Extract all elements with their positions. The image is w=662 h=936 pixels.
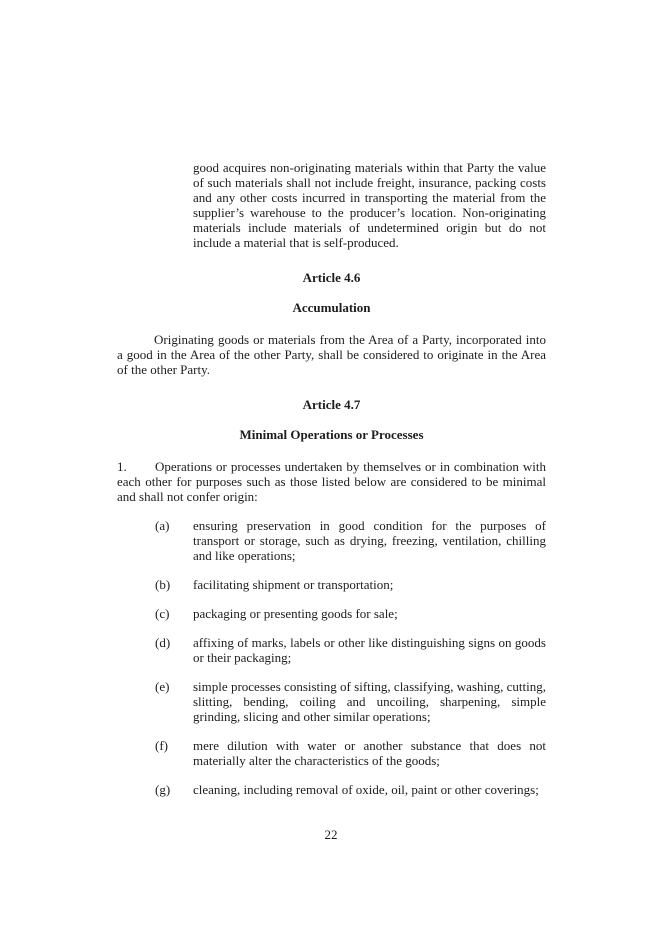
page-number: 22 [324, 827, 338, 842]
list-item-text: ensuring preservation in good condition for the purposes of transport or storage, such as drying, freezing, ventilation, chilling and like operations; [193, 518, 546, 563]
list-item [117, 635, 546, 665]
list-item-text: facilitating shipment or transportation; [193, 577, 394, 592]
list-item-label: (e) [155, 679, 170, 694]
article-4-7-heading: Article 4.7 [302, 397, 361, 412]
list-item [117, 606, 546, 621]
list-item-text: affixing of marks, labels or other like distinguishing signs on goods or their packaging; [193, 635, 546, 665]
list-item-text: mere dilution with water or another substance that does not materially alter the characteristics of the goods; [193, 738, 546, 768]
list-item-text: simple processes consisting of sifting, classifying, washing, cutting, slitting, bending, coiling and uncoiling, sharpening, simple grinding, slicing and other similar operations; [193, 679, 546, 724]
list-item-label: (d) [155, 635, 171, 650]
list-item-label: (g) [155, 782, 171, 797]
continuation-paragraph: good acquires non-originating materials within that Party the value of such materials shall not include freight, insurance, packing costs and any other costs incurred in transporting the material from the supplier’s warehouse to the producer’s location. Non-originating materials include materials of undetermined origin but do not include a material that is self-produced. [193, 160, 546, 250]
minimal-operations-list [117, 518, 546, 797]
article-4-6-paragraph-text: Originating goods or materials from the Area of a Party, incorporated into a good in the Area of the other Party, shall be considered to originate in the Area of the other Party. [117, 332, 546, 377]
list-item [117, 679, 546, 724]
clause-1-text: Operations or processes undertaken by themselves or in combination with each other for purposes such as those listed below are considered to be minimal and shall not confer origin: [117, 459, 546, 504]
list-item [117, 577, 546, 592]
clause-1 [117, 459, 546, 504]
article-4-6-title: Accumulation [292, 300, 371, 315]
document-content [117, 160, 546, 811]
list-item-text: packaging or presenting goods for sale; [193, 606, 398, 621]
list-item-label: (b) [155, 577, 171, 592]
list-item [117, 782, 546, 797]
article-4-7-title: Minimal Operations or Processes [239, 427, 424, 442]
article-4-6-heading: Article 4.6 [302, 270, 361, 285]
article-4-6-paragraph [117, 332, 546, 377]
list-item-text: cleaning, including removal of oxide, oil, paint or other coverings; [193, 782, 539, 797]
list-item-label: (f) [155, 738, 168, 753]
clause-1-number: 1. [117, 459, 127, 474]
list-item [117, 518, 546, 563]
list-item-label: (c) [155, 606, 170, 621]
list-item-label: (a) [155, 518, 170, 533]
list-item [117, 738, 546, 768]
